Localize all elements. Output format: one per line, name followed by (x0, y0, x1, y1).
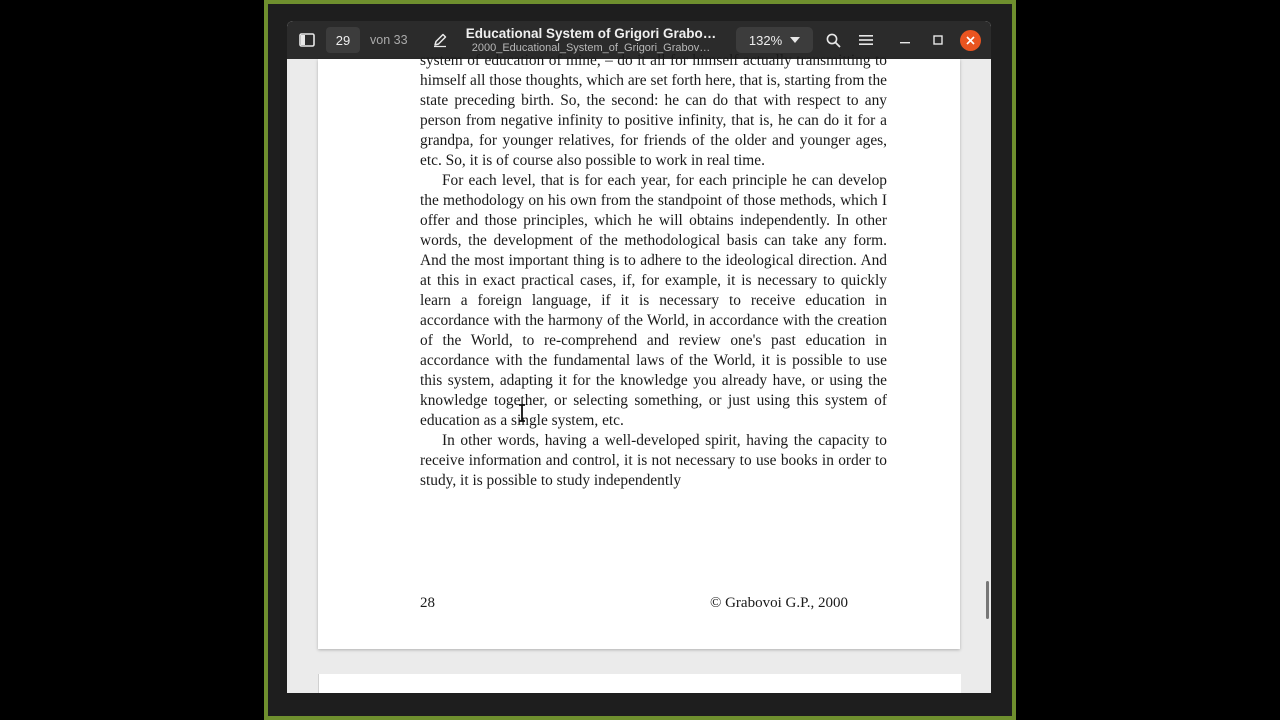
window-title: Educational System of Grigori Grabo… (465, 26, 717, 41)
next-page-edge (318, 674, 961, 693)
close-icon (966, 36, 975, 45)
page-footer-number: 28 (420, 595, 435, 611)
text-cursor-icon (517, 404, 527, 422)
minimize-icon (900, 35, 910, 45)
page-number-input[interactable]: 29 (326, 27, 360, 53)
main-menu-button[interactable] (853, 27, 879, 53)
minimize-button[interactable] (892, 27, 918, 53)
sidebar-toggle-button[interactable] (293, 27, 321, 53)
paragraph-1: system of education of mine, – do it all for himself actually transmitting to himself all those thoughts, which are set forth here, that is, starting from the state preceding birth. So, the second: he can do that with respect to any person from negative infinity to positive infinity, that is, he can do it for a grandpa, for younger relatives, for friends of the older and younger ages, etc. So, it is of course also possible to work in real time. (420, 52, 887, 169)
search-icon (826, 33, 841, 48)
zoom-label: 132% (748, 32, 783, 48)
annotate-button[interactable] (427, 27, 453, 53)
sidebar-toggle-icon (299, 33, 315, 47)
window-title-block (461, 26, 721, 54)
maximize-icon (933, 35, 943, 45)
close-button[interactable] (960, 30, 981, 51)
search-button[interactable] (820, 27, 846, 53)
chevron-down-icon (790, 37, 800, 43)
document-view[interactable] (287, 52, 991, 693)
page-total-label: von 33 (370, 33, 408, 47)
hamburger-menu-icon (859, 34, 873, 46)
window-subtitle: 2000_Educational_System_of_Grigori_Grabov… (471, 42, 711, 54)
document-page (318, 52, 960, 649)
document-viewer-window (287, 21, 991, 693)
paragraph-3: In other words, having a well-developed spirit, having the capacity to receive information and control, it is not necessary to use books in order to study, it is possible to study independently (420, 432, 887, 489)
scrollbar-thumb[interactable] (986, 581, 989, 619)
page-footer-copyright: © Grabovoi G.P., 2000 (709, 595, 848, 611)
paragraph-2: For each level, that is for each year, for each principle he can develop the methodology on his own from the standpoint of those methods, which I offer and those principles, which he will obtains independently. In other words, the development of the methodological basis can take any form. And the most important thing is to adhere to the ideological direction. And at this in exact practical cases, if, for example, it is necessary to quickly learn a foreign language, if it is necessary to receive education in accordance with the harmony of the World, in accordance with the creation of the World, to re-comprehend and review one's past education in accordance with the fundamental laws of the World, it is possible to use this system, adapting it for the knowledge you already have, or using the knowledge together, or selecting something, or just using this system of education as a single system, etc. (420, 172, 887, 429)
maximize-button[interactable] (925, 27, 951, 53)
zoom-dropdown[interactable] (736, 27, 813, 53)
pencil-icon (432, 32, 448, 48)
page-body-text (420, 51, 887, 491)
